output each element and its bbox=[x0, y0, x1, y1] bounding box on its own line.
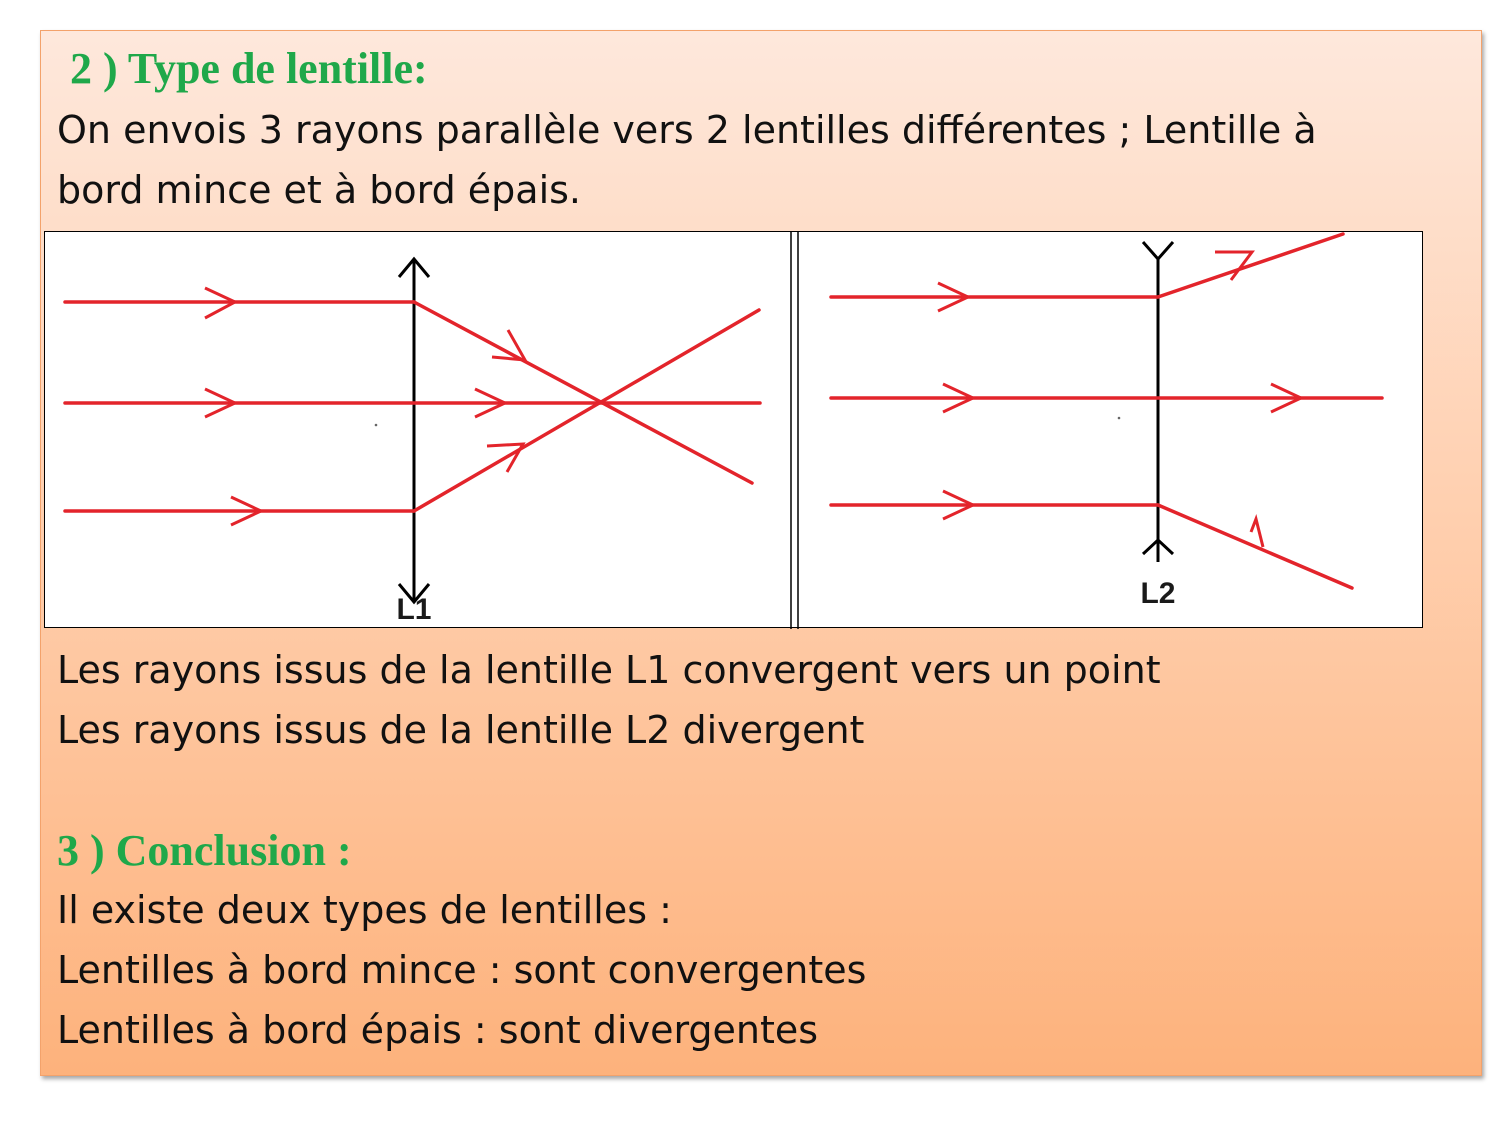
ray-bottom-refracted bbox=[414, 310, 759, 511]
ray-arrowheads-l1 bbox=[205, 288, 525, 525]
lens-diagram-svg bbox=[45, 232, 1424, 629]
converging-lens-l1 bbox=[399, 259, 429, 602]
stray-dot bbox=[375, 424, 378, 427]
observation-l2: Les rayons issus de la lentille L2 divergent bbox=[57, 708, 865, 752]
stray-dot-2 bbox=[1118, 417, 1121, 420]
lens-l2-label: L2 bbox=[1140, 577, 1176, 610]
incident-rays-l2 bbox=[831, 234, 1382, 588]
lens-l1-label: L1 bbox=[396, 593, 432, 626]
conclusion-line-2: Lentilles à bord mince : sont convergentes bbox=[57, 948, 867, 992]
ray-top-refracted bbox=[414, 302, 752, 483]
converging-lens-panel bbox=[65, 259, 760, 626]
observation-l1: Les rayons issus de la lentille L1 convergent vers un point bbox=[57, 648, 1161, 692]
intro-line-1: On envois 3 rayons parallèle vers 2 lentilles différentes ; Lentille à bbox=[57, 108, 1317, 152]
section-2-title: 2 ) Type de lentille: bbox=[70, 44, 428, 93]
diverging-lens-panel bbox=[831, 234, 1382, 610]
conclusion-line-1: Il existe deux types de lentilles : bbox=[57, 888, 672, 932]
diverging-lens-l2 bbox=[1143, 242, 1173, 562]
lens-ray-diagram bbox=[44, 231, 1423, 628]
conclusion-line-3: Lentilles à bord épais : sont divergentes bbox=[57, 1008, 819, 1052]
ray-top-refracted-l2 bbox=[1158, 234, 1343, 297]
section-3-title: 3 ) Conclusion : bbox=[57, 826, 352, 875]
intro-line-2: bord mince et à bord épais. bbox=[57, 168, 582, 212]
